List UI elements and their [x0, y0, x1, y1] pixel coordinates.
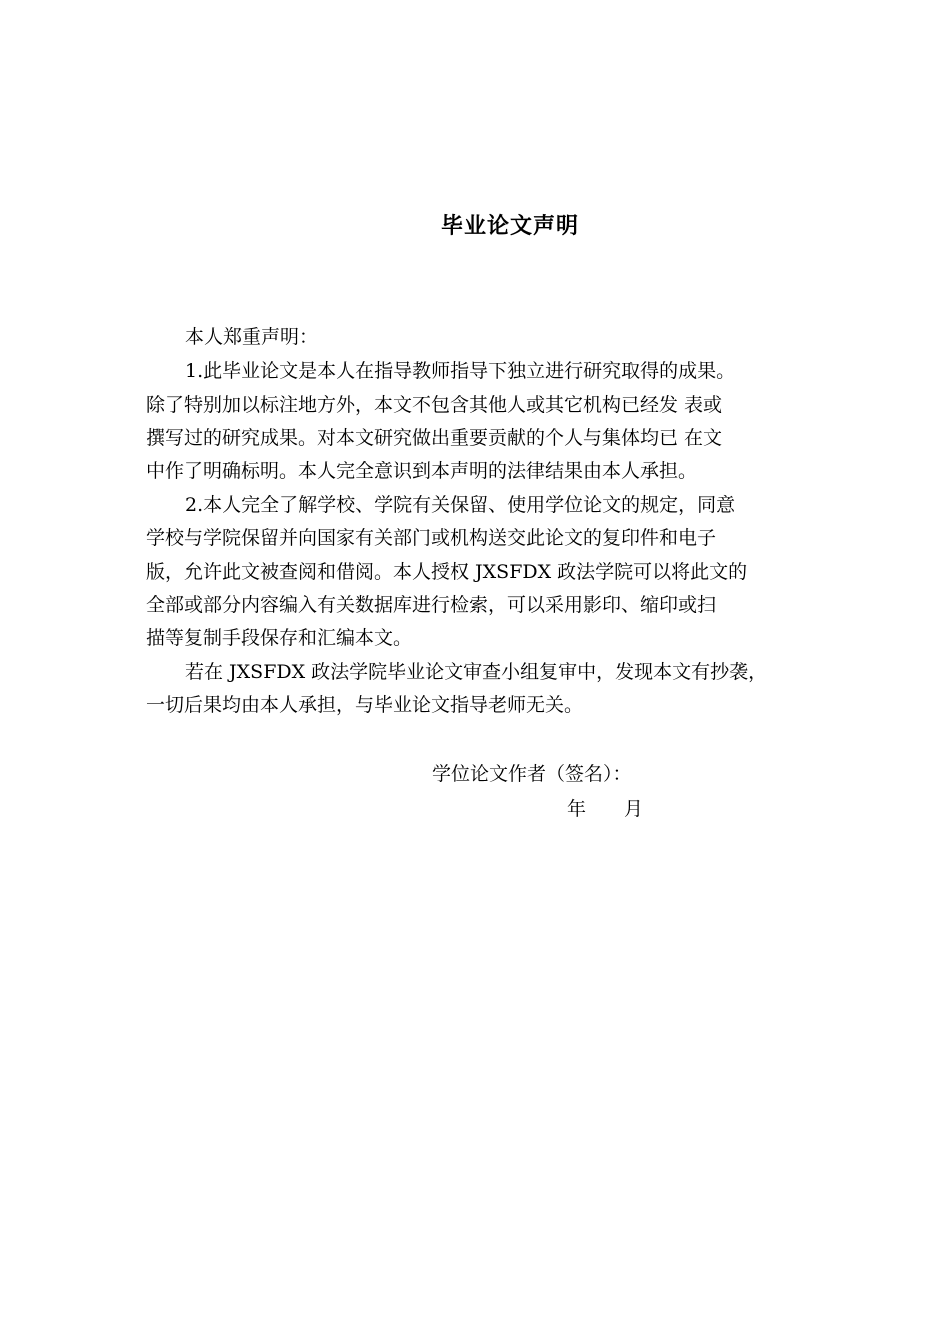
paragraph-line-4: 撰写过的研究成果。对本文研究做出重要贡献的个人与集体均已 在文 [146, 427, 723, 449]
signature-year-label: 年 [567, 798, 587, 820]
paragraph-line-11: 若在 JXSFDX 政法学院毕业论文审查小组复审中，发现本文有抄袭， [185, 661, 768, 683]
paragraph-line-10: 描等复制手段保存和汇编本文。 [146, 627, 413, 649]
paragraph-line-7: 学校与学院保留并向国家有关部门或机构送交此论文的复印件和电子 [146, 527, 717, 549]
paragraph-line-6: 2.本人完全了解学校、学院有关保留、使用学位论文的规定，同意 [185, 494, 736, 516]
author-signature-label: 学位论文作者（签名）： [432, 763, 632, 785]
signature-month-label: 月 [624, 798, 644, 820]
paragraph-line-8: 版，允许此文被查阅和借阅。本人授权 JXSFDX 政法学院可以将此文的 [146, 561, 748, 583]
page-title: 毕业论文声明 [440, 214, 579, 239]
paragraph-line-3: 除了特别加以标注地方外，本文不包含其他人或其它机构已经发 表或 [146, 394, 723, 416]
paragraph-line-12: 一切后果均由本人承担，与毕业论文指导老师无关。 [146, 694, 584, 716]
paragraph-line-9: 全部或部分内容编入有关数据库进行检索，可以采用影印、缩印或扫 [146, 594, 717, 616]
paragraph-line-2: 1.此毕业论文是本人在指导教师指导下独立进行研究取得的成果。 [185, 360, 736, 382]
paragraph-line-5: 中作了明确标明。本人完全意识到本声明的法律结果由本人承担。 [146, 460, 698, 482]
paragraph-line-1: 本人郑重声明： [185, 326, 319, 348]
